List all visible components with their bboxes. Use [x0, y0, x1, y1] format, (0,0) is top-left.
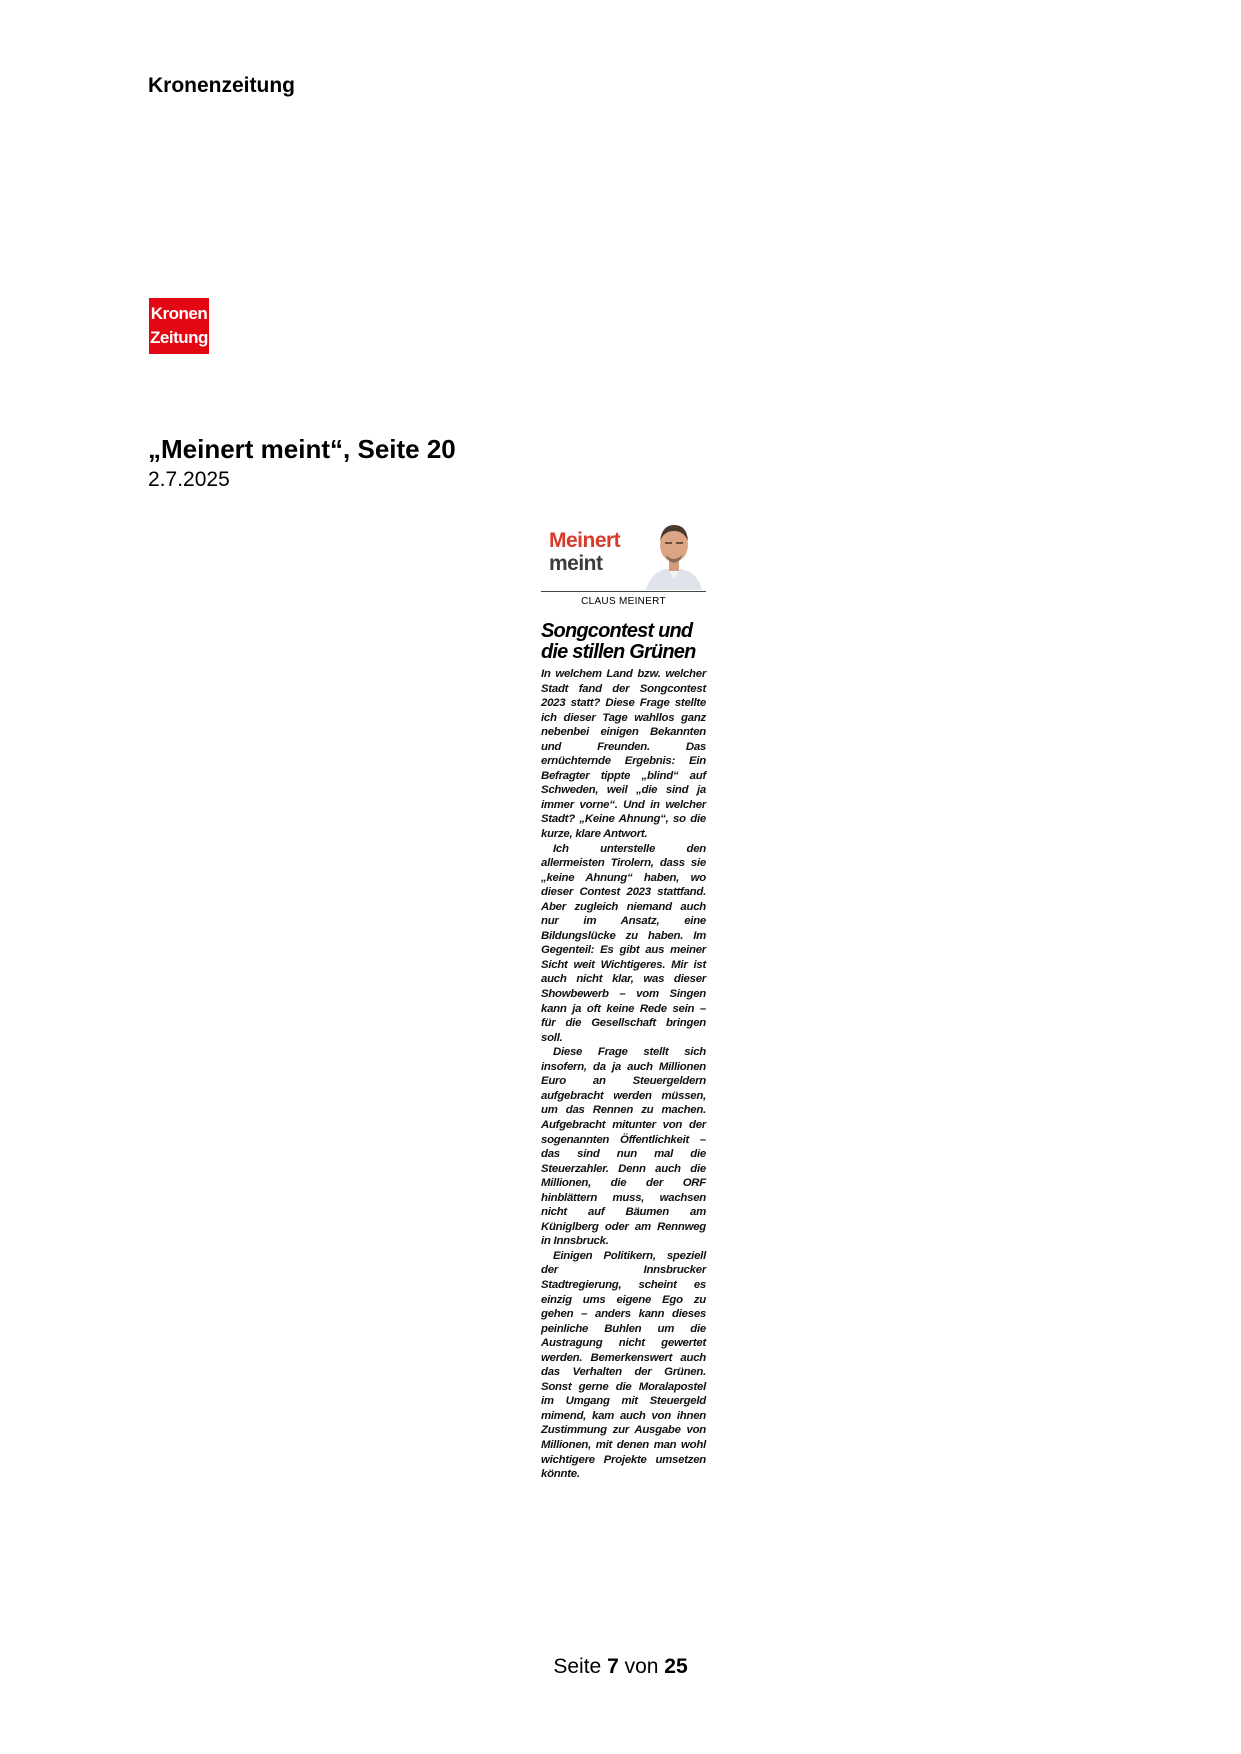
article-paragraph: Ich unterstelle den allermeisten Tirolern, dass sie „keine Ahnung“ haben, wo dieser Contest 2023 stattfand. Aber zugleich niemand auch nur im Ansatz, eine Bildungslücke zu haben. Im Gegenteil: Es gibt aus meiner Sicht weit Wichtigeres. Mir ist auch nicht klar, was dieser Showbewerb – vom Singen kann ja oft keine Rede sein – für die Gesellschaft bringen soll. [541, 842, 706, 1044]
clip-date: 2.7.2025 [148, 468, 230, 491]
author-portrait-image [644, 517, 704, 590]
page-footer [0, 1655, 1241, 1679]
article-paragraph: In welchem Land bzw. welcher Stadt fand der Songcontest 2023 statt? Diese Frage stellte ich dieser Tage wahllos ganz nebenbei einigen Bekannten und Freunden. Das ernüchternde Ergebnis: Ein Befragter tippte „blind“ auf Schweden, weil „die sind ja immer vorne“. Und in welcher Stadt? „Keine Ahnung“, so die kurze, klare Antwort. [541, 668, 706, 841]
newspaper-clipping [541, 517, 706, 1482]
column-name-line-1: Meinert [549, 529, 621, 552]
logo-line-2: Zeitung [150, 328, 208, 347]
logo-line-1: Kronen [150, 304, 208, 323]
kronen-zeitung-logo [149, 298, 209, 354]
footer-middle: von [624, 1655, 659, 1678]
current-page-number: 7 [607, 1655, 619, 1678]
author-byline: CLAUS MEINERT [581, 596, 666, 607]
column-name-line-2: meint [549, 552, 603, 575]
footer-prefix: Seite [553, 1655, 602, 1678]
column-header [541, 517, 706, 592]
clip-title: „Meinert meint“, Seite 20 [148, 434, 456, 464]
article-paragraph: Einigen Politikern, speziell der Innsbrucker Stadtregierung, scheint es einzig ums eigene Ego zu gehen – anders kann dieses peinliche Buhlen um die Austragung nicht gewertet werden. Bemerkenswert auch das Verhalten der Grünen. Sonst gerne die Moralapostel im Umgang mit Steuergeld mimend, kam auch von ihnen Zustimmung zur Ausgabe von Millionen, mit denen man wohl wichtigere Projekte umsetzen könnte. [541, 1249, 706, 1481]
publication-title: Kronenzeitung [148, 74, 295, 97]
article-body [541, 667, 706, 1482]
article-headline: Songcontest und die stillen Grünen [541, 620, 696, 663]
article-paragraph: Diese Frage stellt sich insofern, da ja auch Millionen Euro an Steuergeldern aufgebracht werden müssen, um das Rennen zu machen. Aufgebracht mitunter von der sogenannten Öffentlichkeit – das sind nun mal die Steuerzahler. Denn auch die Millionen, die der ORF hinblättern muss, wachsen nicht auf Bäumen am Küniglberg oder am Rennweg in Innsbruck. [541, 1046, 706, 1248]
total-page-count: 25 [664, 1655, 688, 1678]
